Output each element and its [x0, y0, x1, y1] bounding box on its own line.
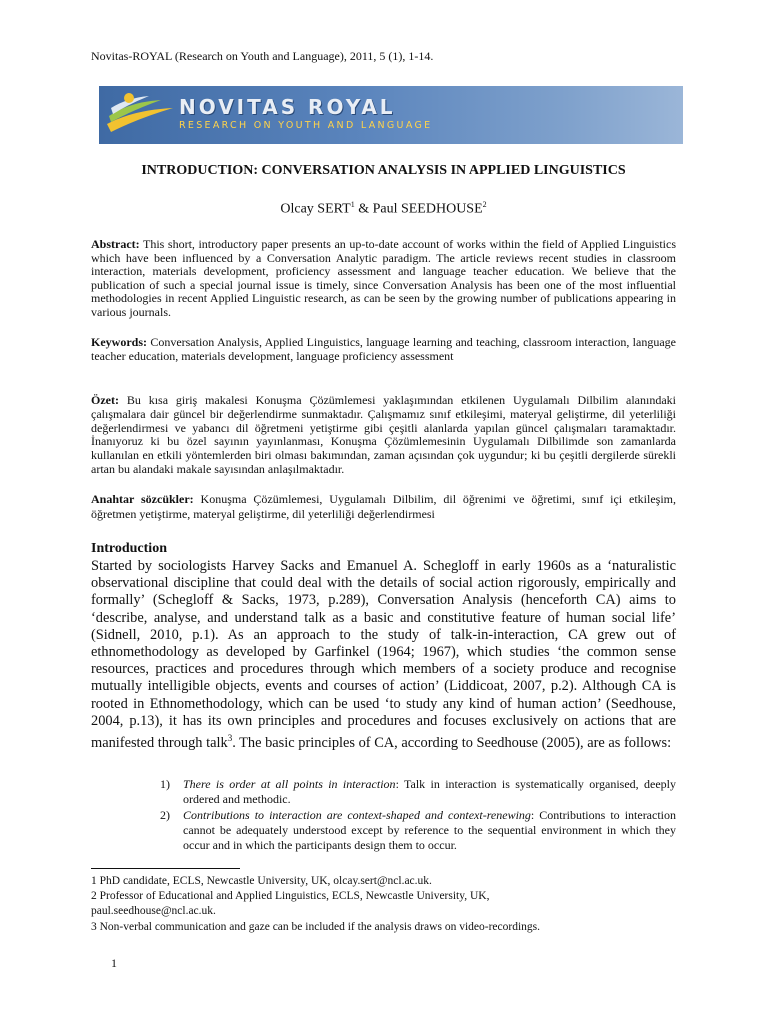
ozet-text: Bu kısa giriş makalesi Konuşma Çözümlemesi yaklaşımından etkilenen Uygulamalı Dilbilim alanındaki çalışmalara dair güncel bir değerlendirme sunmaktadır. Çalışmamız sınıf etkileşimi, materyal geliştirme, dil yeterliliği değerlendirmesi ve yabancı dil öğretmeni yetiştirme gibi çeşitli alanlarda yapılan güncel çalışmaları taramaktadır. İnanıyoruz ki bu özel sayının yayınlanması, Konuşma Çözümlemesinin Uygulamalı Dilbilimde son zamanlarda kullanılan en etkili yöntemlerden biri olması bakımından, zaman açısından çok uygundur; ki bu çeşitli dergilerde sürekli artan bu alandaki makale sayısından anlaşılmaktadır. — [91, 393, 676, 476]
abstract — [91, 238, 676, 320]
author-seedhouse: Paul SEEDHOUSE — [372, 201, 483, 217]
footnote-ref-3: 3 — [227, 733, 233, 744]
list-number: 2) — [160, 808, 170, 822]
introduction-text: Started by sociologists Harvey Sacks and Emanuel A. Schegloff in early 1960s as a ‘naturalistic observational discipline that could deal with the details of social action rigorously, empirically and formally’ (Schegloff & Sacks, 1973, p.289), Conversation Analysis (henceforth CA) aims to ‘describe, analyse, and understand talk as a basic and constitutive feature of human social life’ (Sidnell, 2010, p.1). As an approach to the study of talk-in-interaction, CA grew out of ethnomethodology as developed by Garfinkel (1964; 1967), which studies ‘the common sense resources, practices and procedures through which members of a society produce and recognise mutually intelligible objects, events and courses of action’ (Liddicoat, 2007, p.2). Although CA is rooted in Ethnomethodology, which can be used ‘to study any kind of human action’ (Seedhouse, 2004, p.13), it has its own principles and procedures and focuses exclusively on actions that are manifested through talk — [91, 558, 676, 751]
running-head: Novitas-ROYAL (Research on Youth and Language), 2011, 5 (1), 1-14. — [91, 49, 434, 63]
abstract-text: This short, introductory paper presents an up-to-date account of works within the field of Applied Linguistics which have been influenced by a Conversation Analytic paradigm. The article reviews recent studies in classroom interaction, materials development, proficiency assessment and language teacher education. We believe that the publication of such a special journal issue is timely, since Conversation Analysis has been one of the most influential methodologies in recent Applied Linguistic research, as can be seen by the growing number of publications appearing in various journals. — [91, 237, 676, 319]
footnotes — [91, 874, 676, 935]
principle-title: Contributions to interaction are context-shaped and context-renewing — [183, 808, 531, 822]
anahtar-text: Konuşma Çözümlemesi, Uygulamalı Dilbilim, dil öğrenimi ve öğretimi, sınıf içi etkileşim, öğretmen yetiştirme, materyal geliştirme, dil yeterliliği değerlendirmesi — [91, 492, 676, 521]
principle-text: : Contributions to interaction cannot be adequately understood except by reference to the sequential environment in which they occur and in which the participants design them to occur. — [183, 808, 677, 852]
introduction-heading: Introduction — [91, 541, 167, 556]
principle-title: There is order at all points in interaction — [183, 777, 396, 791]
principle-text: : Talk in interaction is systematically organised, deeply ordered and methodic. — [183, 777, 676, 806]
journal-banner — [99, 86, 683, 144]
keywords-text: Conversation Analysis, Applied Linguistics, language learning and teaching, classroom interaction, language teacher education, materials development, language proficiency assessment — [91, 335, 676, 363]
authors — [91, 200, 676, 218]
page-number: 1 — [111, 956, 117, 970]
list-item-body — [183, 777, 676, 807]
banner-title: NOVITAS ROYAL — [179, 95, 396, 119]
anahtar-keywords — [91, 492, 676, 522]
footnote: 2 Professor of Educational and Applied Linguistics, ECLS, Newcastle University, UK, — [91, 890, 490, 903]
footnote: paul.seedhouse@ncl.ac.uk. — [91, 905, 216, 918]
author-note-1: 1 — [350, 200, 355, 209]
footnote-divider — [91, 868, 240, 869]
journal-logo-icon — [103, 88, 177, 142]
introduction-text-tail: . The basic principles of CA, according to Seedhouse (2005), are as follows: — [232, 734, 672, 751]
abstract-label: Abstract: — [91, 237, 140, 251]
ozet-label: Özet: — [91, 393, 119, 407]
list-number: 1) — [160, 777, 170, 791]
introduction-paragraph — [91, 558, 676, 752]
paper-title: INTRODUCTION: CONVERSATION ANALYSIS IN APPLIED LINGUISTICS — [141, 163, 626, 178]
banner-subtitle: RESEARCH ON YOUTH AND LANGUAGE — [179, 120, 433, 131]
author-sert: Olcay SERT — [280, 201, 351, 217]
keywords-label: Keywords: — [91, 335, 147, 349]
footnote: 1 PhD candidate, ECLS, Newcastle University, UK, olcay.sert@ncl.ac.uk. — [91, 875, 432, 887]
keywords — [91, 336, 676, 363]
author-separator: & — [354, 201, 373, 217]
anahtar-label: Anahtar sözcükler: — [91, 492, 194, 506]
footnote: 3 Non-verbal communication and gaze can be included if the analysis draws on video-recordings. — [91, 920, 540, 933]
ozet-abstract — [91, 394, 676, 477]
list-item-body — [183, 808, 676, 853]
author-note-2: 2 — [482, 200, 487, 209]
